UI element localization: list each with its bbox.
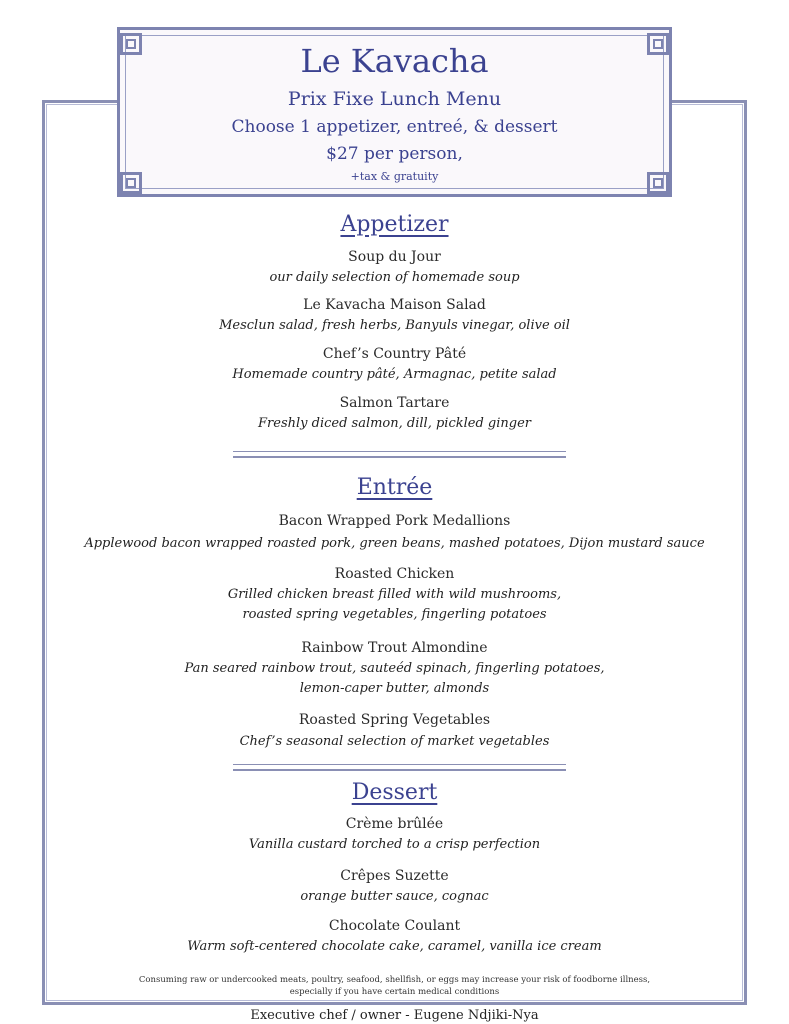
menu-title: Prix Fixe Lunch Menu — [287, 88, 502, 110]
restaurant-name: Le Kavacha — [300, 42, 489, 80]
menu-item-description: our daily selection of homemade soup — [269, 270, 520, 285]
section-divider — [233, 451, 566, 458]
menu-item-description: orange butter sauce, cognac — [300, 889, 489, 904]
menu-item-name: Salmon Tartare — [339, 395, 450, 411]
menu-item-description: Pan seared rainbow trout, sauteéd spinach, fingerling potatoes, — [184, 661, 605, 676]
menu-item-description: Warm soft-centered chocolate cake, caramel, vanilla ice cream — [187, 939, 602, 954]
menu-price: $27 per person, — [326, 144, 463, 164]
menu-item-description: Chef’s seasonal selection of market vegetables — [239, 734, 550, 749]
menu-item-description: roasted spring vegetables, fingerling potatoes — [242, 607, 547, 622]
menu-item-description: Grilled chicken breast filled with wild mushrooms, — [227, 587, 562, 602]
chef-credit: Executive chef / owner - Eugene Ndjiki-Nya — [250, 1008, 539, 1023]
menu-instructions: Choose 1 appetizer, entreé, & dessert — [231, 117, 558, 137]
menu-item-name: Crème brûlée — [345, 816, 444, 832]
menu-item-description: Freshly diced salmon, dill, pickled ginger — [258, 416, 531, 431]
menu-item-name: Roasted Chicken — [334, 566, 455, 582]
disclaimer-line: especially if you have certain medical conditions — [289, 987, 500, 997]
menu-item-name: Chef’s Country Pâté — [322, 346, 467, 362]
menu-item-name: Crêpes Suzette — [340, 868, 449, 884]
section-title-appetizer: Appetizer — [340, 212, 449, 237]
section-title-entree: Entrée — [356, 475, 433, 500]
menu-item-name: Bacon Wrapped Pork Medallions — [278, 513, 511, 529]
menu-item-description: Homemade country pâté, Armagnac, petite salad — [232, 367, 557, 382]
health-disclaimer — [0, 974, 789, 998]
menu-item-name: Chocolate Coulant — [328, 918, 461, 934]
disclaimer-line: Consuming raw or undercooked meats, poultry, seafood, shellfish, or eggs may increase your risk of foodborne illness, — [138, 975, 651, 985]
section-title-dessert: Dessert — [351, 780, 438, 805]
menu-item-name: Soup du Jour — [348, 249, 441, 265]
menu-item-description: lemon-caper butter, almonds — [299, 681, 490, 696]
menu-item-name: Le Kavacha Maison Salad — [303, 297, 486, 313]
menu-item-name: Rainbow Trout Almondine — [301, 640, 488, 656]
menu-item-name: Roasted Spring Vegetables — [298, 712, 491, 728]
menu-item-description: Vanilla custard torched to a crisp perfection — [248, 837, 541, 852]
menu-item-description: Mesclun salad, fresh herbs, Banyuls vinegar, olive oil — [219, 318, 570, 333]
menu-item-description: Applewood bacon wrapped roasted pork, green beans, mashed potatoes, Dijon mustard sauce — [84, 536, 705, 551]
section-divider — [233, 764, 566, 771]
tax-note: +tax & gratuity — [350, 170, 439, 183]
